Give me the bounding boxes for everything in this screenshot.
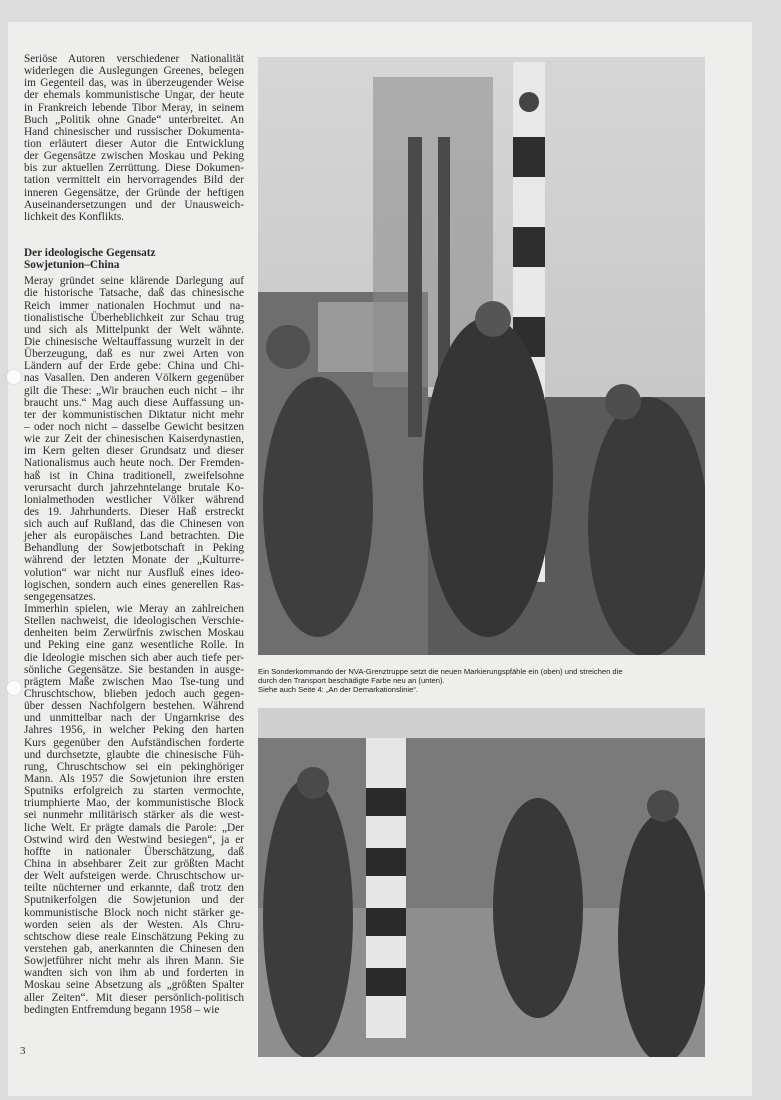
text-line: prägtem Maße zwischen Mao Tse-tung und <box>24 675 244 688</box>
text-line: Sputnikerfolgen die Sowjetunion und der <box>24 894 244 907</box>
text-line: braucht uns.“ Mag auch diese Auffassung un- <box>24 396 244 409</box>
text-line: der Gegensätze zwischen Moskau und Peking <box>24 150 244 163</box>
text-line: bedingten Entfremdung begann 1958 – wie <box>24 1003 220 1016</box>
text-line: sei nunmehr militärisch stärker als die west- <box>24 809 244 822</box>
text-line: der Welt aufsteigen werde. Chruschtschow ur- <box>24 870 244 883</box>
text-line: Reich immer nationalen Hochmut und na- <box>24 299 244 312</box>
text-line: und durchsetzte, glaubte die chinesische Füh- <box>24 748 244 761</box>
text-line: Sowjetführer nicht mehr als ihren Mann. Sie <box>24 955 244 968</box>
text-line: liche Welt. Er prägte damals die Parole: „Der <box>24 821 244 834</box>
text-line: China in absehbarer Zeit zur größten Macht <box>24 858 244 870</box>
punch-hole <box>7 681 21 695</box>
text-line: teilte nüchterner und erkannte, daß trotz den <box>24 882 244 895</box>
text-line: widerlegen die Auslegungen Greenes, belegen <box>24 65 244 78</box>
text-line: Mann. Als 1957 die Sowjetunion ihre ersten <box>24 773 244 786</box>
text-line: aller Zeiten“. Mit dieser persönlich-politisch <box>24 991 244 1004</box>
text-line: jeher als europäisches Land betrachten. Die <box>24 530 244 543</box>
text-line: bis zur aktuellen Zerrüttung. Diese Dokumen- <box>24 162 244 175</box>
text-line: im Gegenteil das, was in überzeugender Weise <box>24 77 244 90</box>
text-line: Sputniks erfolgreich zu starten vermochte, <box>24 785 244 798</box>
text-line: die Ideologie mischen sich aber auch tiefe per- <box>24 651 244 664</box>
photo-painting-border-post <box>258 708 705 1057</box>
text-line: sönliche Gegensätze. Sie bestanden in ausge- <box>24 663 244 676</box>
text-line: Immerhin spielen, wie Meray an zahlreichen <box>24 603 244 616</box>
section-heading <box>24 247 244 271</box>
text-line: denheiten beim Zerwürfnis zwischen Moskau <box>24 627 244 640</box>
text-line: im Kern gelten dieser Grundsatz und dieser <box>24 445 244 458</box>
body-paragraph-1 <box>24 275 244 603</box>
text-line: über dessen Nachfolgern bestehen. Während <box>24 700 244 713</box>
text-line: rung, Chruschtschow sei ein pekinghöriger <box>24 760 244 773</box>
text-line: in Frankreich lebende Tibor Meray, in seinem <box>24 101 244 114</box>
text-line: Hand chinesischer und russischer Dokumenta- <box>24 125 244 138</box>
text-line: kommunistische Block noch nicht stärker ge- <box>24 906 244 919</box>
text-line: Sowjetunion–China <box>24 259 120 272</box>
text-line: verstehen gab, anerkannten die Chinesen den <box>24 942 244 955</box>
text-line: worden seien als der Westen. Als Chru- <box>24 918 244 931</box>
text-line: wandten sich von ihm ab und forderten in <box>24 967 244 980</box>
text-line: ter der kommunistischen Diktatur nicht mehr <box>24 408 244 421</box>
text-line: Der ideologische Gegensatz <box>24 246 156 259</box>
text-line: Chruschtschow, blieben jedoch auch gegen- <box>24 688 244 701</box>
text-line: Jahres 1956, in welcher Peking den harten <box>24 724 244 737</box>
text-line: der ehemals kommunistische Ungar, der heute <box>24 89 244 102</box>
article-column <box>24 53 244 1016</box>
caption-line: Siehe auch Seite 4: „An der Demarkationslinie“. <box>258 684 418 694</box>
text-line: triumphierte Mao, der kommunistische Block <box>24 797 244 810</box>
photo-caption <box>258 668 738 694</box>
text-line: inneren Gegensätze, der Gründe der heftigen <box>24 186 244 199</box>
photo-border-post-installation <box>258 57 705 655</box>
text-line: Meray gründet seine klärende Darlegung auf <box>24 275 244 288</box>
page-number: 3 <box>20 1045 26 1057</box>
text-line: Buch „Politik ohne Gnade“ unterbreitet. An <box>24 113 244 126</box>
text-line: – oder noch nicht – dasselbe Gewicht besitzen <box>24 420 244 433</box>
text-line: nas Vasallen. Den anderen Völkern gegenüber <box>24 372 244 385</box>
text-line: wie zur Zeit der chinesischen Kaiserdynastien, <box>24 433 244 446</box>
text-line: Ostwind wird den Westwind besiegen“, ja er <box>24 833 244 846</box>
text-line: und sich als Mittelpunkt der Welt wähnte. <box>24 323 244 336</box>
text-line: des 19. Jahrhunderts. Dieser Haß erstreckt <box>24 505 244 518</box>
text-line: Ländern auf der Erde gebe: China und Chi- <box>24 360 244 373</box>
text-line: logischen, sondern auch eines generellen Ras- <box>24 578 244 591</box>
text-line: schtschow diese reale Einschätzung Peking zu <box>24 930 244 943</box>
text-line: Auseinandersetzungen und der Unausweich- <box>24 198 244 211</box>
text-line: volution“ war nicht nur Ausfluß eines ideo- <box>24 566 244 579</box>
text-line: Überzeugung, daß es nur zwei Arten von <box>24 348 244 361</box>
body-paragraph-2 <box>24 603 244 1016</box>
text-line: während der letzten Monate der „Kulturre- <box>24 554 244 567</box>
text-line: verursacht durch jahrzehntelange brutale Ko- <box>24 481 244 494</box>
text-line: sengegensatzes. <box>24 590 96 603</box>
text-line: tionalistische Überheblichkeit zur Schau trug <box>24 311 244 324</box>
text-line: haß ist in China traditionell, zweifelsohne <box>24 469 244 482</box>
text-line: Moskau seine Absetzung als „größten Spalter <box>24 979 244 992</box>
text-line: tation vermittelt ein hervorragendes Bild der <box>24 174 244 187</box>
text-line: und unmittelbar nach der Ungarnkrise des <box>24 712 244 725</box>
caption-line: durch den Transport beschädigte Farbe neu an (unten). <box>258 675 445 685</box>
text-line: Nationalismus auch heute noch. Der Fremden- <box>24 457 244 470</box>
punch-hole <box>7 370 21 384</box>
text-line: und Peking eine ganz wesentliche Rolle. In <box>24 639 244 652</box>
intro-paragraph <box>24 53 244 223</box>
text-line: lonialmethoden westlicher Völker während <box>24 493 244 506</box>
text-line: Behandlung der Sowjetbotschaft in Peking <box>24 542 244 555</box>
text-line: tion erläutert dieser Autor die Entwicklung <box>24 137 244 150</box>
text-line: hoffte in nationaler Überschätzung, daß <box>24 845 244 858</box>
caption-line: Ein Sonderkommando der NVA-Grenztruppe setzt die neuen Markierungspfähle ein (oben) und streichen die <box>258 667 623 676</box>
text-line: Seriöse Autoren verschiedener Nationalität <box>24 53 244 65</box>
text-line: die historische Tatsache, daß das chinesische <box>24 287 244 300</box>
text-line: Kurs gegenüber den Aufständischen forderte <box>24 736 244 749</box>
text-line: gilt die These: „Wir brauchen euch nicht – ihr <box>24 384 244 397</box>
text-line: sich auch auf Rußland, das die Chinesen von <box>24 518 244 531</box>
text-line: Stellen nachweist, die ideologischen Verschie- <box>24 615 244 628</box>
text-line: lichkeit des Konflikts. <box>24 210 125 223</box>
text-line: Die chinesische Weltauffassung wurzelt in der <box>24 335 244 348</box>
